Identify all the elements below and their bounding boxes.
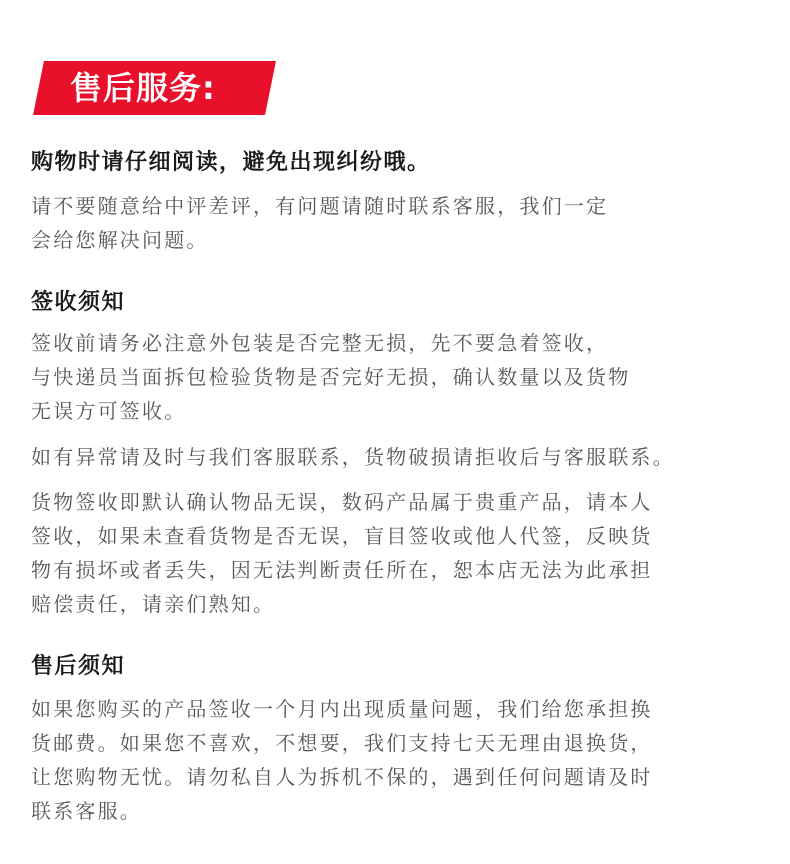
text-line: 物有损坏或者丢失，因无法判断责任所在，恕本店无法为此承担 bbox=[31, 558, 653, 582]
banner-title: 售后服务: bbox=[70, 69, 216, 107]
receipt-paragraph-1 bbox=[31, 326, 630, 428]
purchase-notice-text bbox=[31, 189, 608, 257]
receipt-notice-heading: 签收须知 bbox=[31, 290, 126, 315]
after-sales-heading: 售后须知 bbox=[31, 654, 126, 679]
text-line: 联系客服。 bbox=[31, 799, 142, 823]
text-line: 货物签收即默认确认物品无误，数码产品属于贵重产品，请本人 bbox=[31, 490, 653, 514]
text-line: 赔偿责任，请亲们熟知。 bbox=[31, 592, 276, 616]
text-line: 如果您购买的产品签收一个月内出现质量问题，我们给您承担换 bbox=[31, 697, 653, 721]
text-line: 签收，如果未查看货物是否无误，盲目签收或他人代签，反映货 bbox=[31, 524, 653, 548]
text-line: 如有异常请及时与我们客服联系，货物破损请拒收后与客服联系。 bbox=[31, 445, 675, 469]
text-line: 请不要随意给中评差评，有问题请随时联系客服，我们一定 bbox=[31, 194, 609, 218]
after-sales-text bbox=[31, 692, 653, 828]
purchase-notice-heading: 购物时请仔细阅读，避免出现纠纷哦。 bbox=[31, 150, 431, 175]
text-line: 会给您解决问题。 bbox=[31, 228, 209, 252]
receipt-paragraph-2 bbox=[31, 440, 675, 474]
text-line: 无误方可签收。 bbox=[31, 399, 187, 423]
text-line: 与快递员当面拆包检验货物是否完好无损，确认数量以及货物 bbox=[31, 365, 631, 389]
receipt-paragraph-3 bbox=[31, 485, 653, 621]
text-line: 货邮费。如果您不喜欢，不想要，我们支持七天无理由退换货， bbox=[31, 731, 653, 755]
text-line: 让您购物无忧。请勿私自人为拆机不保的，遇到任何问题请及时 bbox=[31, 765, 653, 789]
text-line: 签收前请务必注意外包装是否完整无损，先不要急着签收， bbox=[31, 331, 609, 355]
